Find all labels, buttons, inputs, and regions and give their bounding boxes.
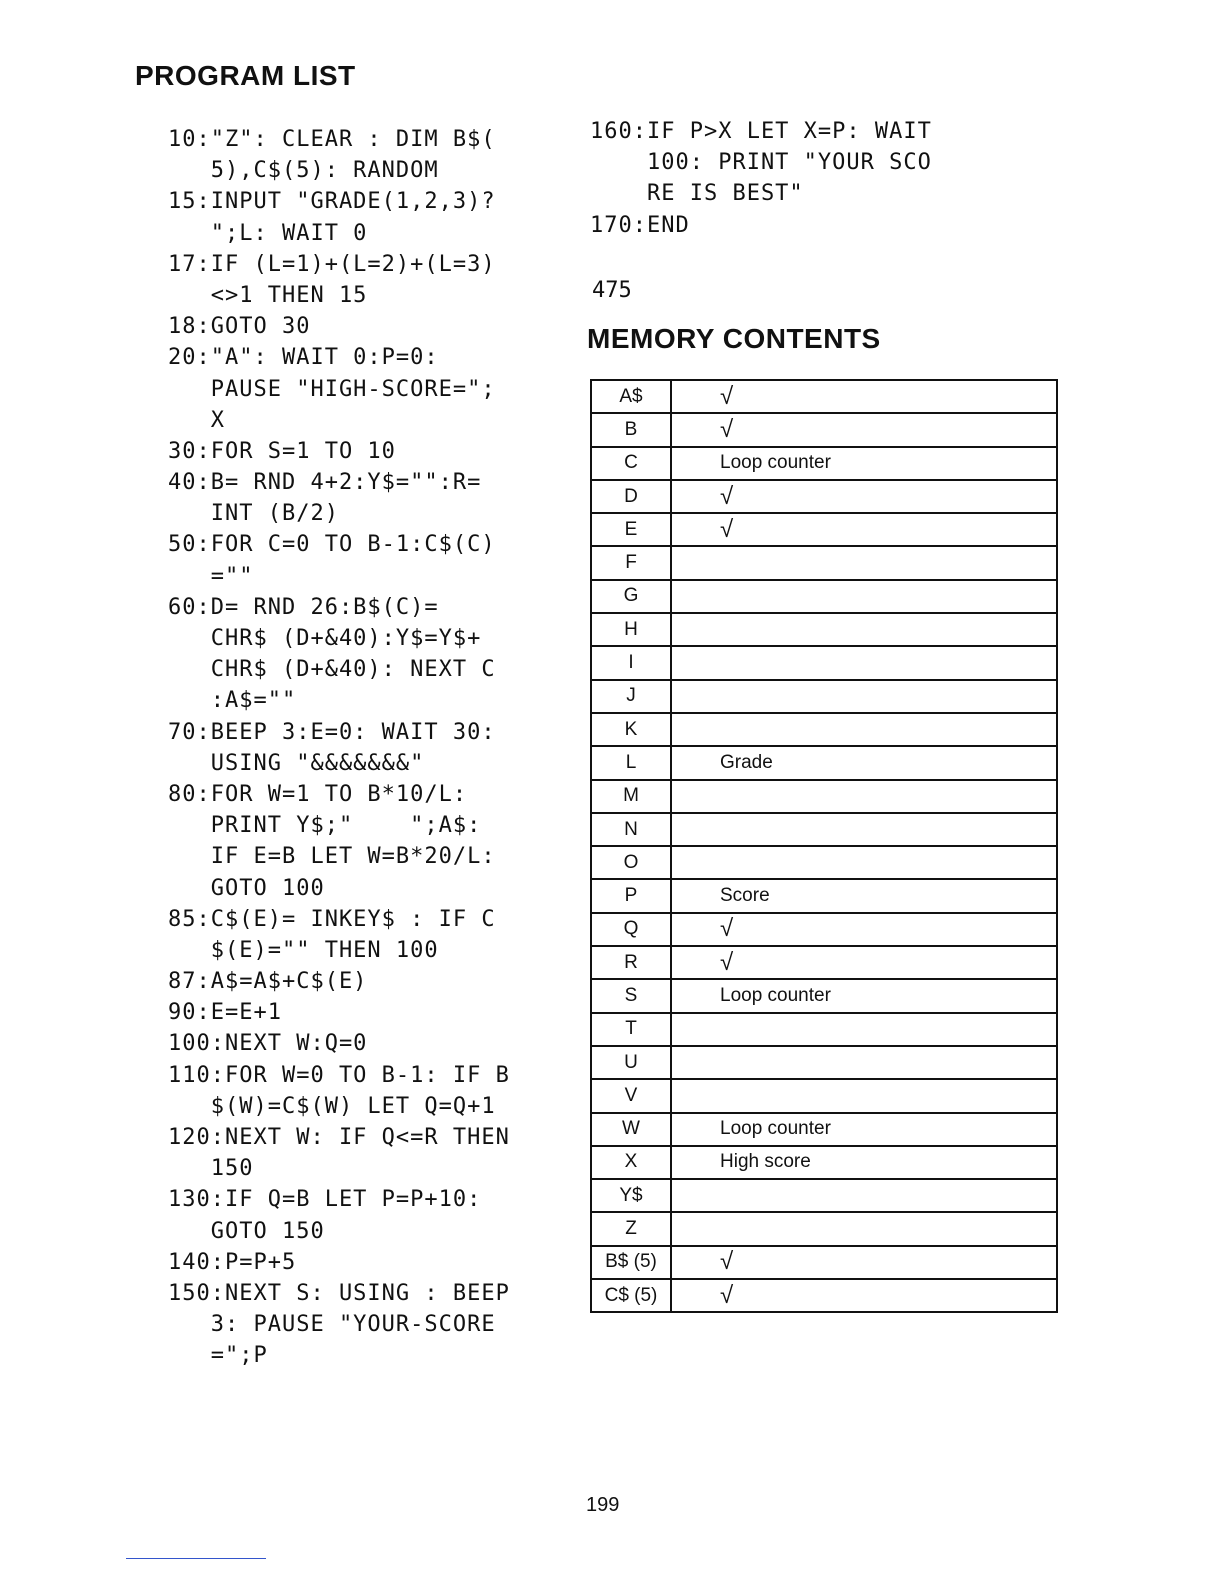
variable-name: K: [591, 713, 671, 746]
code-line: INT (B/2): [168, 501, 339, 527]
check-mark: √: [671, 946, 1057, 979]
code-line: 150:NEXT S: USING : BEEP: [168, 1280, 510, 1306]
code-line: 50:FOR C=0 TO B-1:C$(C): [168, 532, 496, 558]
code-line: 30:FOR S=1 TO 10: [168, 438, 396, 464]
variable-name: H: [591, 613, 671, 646]
code-line: PAUSE "HIGH-SCORE=";: [168, 376, 496, 402]
memory-row: [591, 447, 1057, 480]
memory-row: [591, 580, 1057, 613]
variable-name: L: [591, 746, 671, 779]
variable-name: W: [591, 1113, 671, 1146]
memory-contents-heading: MEMORY CONTENTS: [587, 323, 881, 354]
memory-contents-table: [590, 379, 1058, 1313]
code-line: USING "&&&&&&&": [168, 750, 425, 776]
variable-name: X: [591, 1146, 671, 1179]
variable-name: V: [591, 1079, 671, 1112]
check-mark: √: [671, 513, 1057, 546]
code-line: 100: PRINT "YOUR SCO: [590, 150, 932, 176]
memory-row: [591, 913, 1057, 946]
code-line: $(E)="" THEN 100: [168, 937, 439, 963]
variable-name: T: [591, 1013, 671, 1046]
variable-name: U: [591, 1046, 671, 1079]
program-listing-right: [590, 116, 932, 241]
memory-row: [591, 713, 1057, 746]
code-line: :A$="": [168, 688, 297, 714]
code-line: CHR$ (D+&40): NEXT C: [168, 657, 496, 683]
memory-row: [591, 780, 1057, 813]
variable-usage: Score: [671, 879, 1057, 912]
memory-row: [591, 646, 1057, 679]
variable-name: S: [591, 979, 671, 1012]
code-line: 110:FOR W=0 TO B-1: IF B: [168, 1062, 510, 1088]
variable-name: I: [591, 646, 671, 679]
variable-usage: [671, 546, 1057, 579]
memory-row: [591, 613, 1057, 646]
code-line: $(W)=C$(W) LET Q=Q+1: [168, 1093, 496, 1119]
program-list-heading: PROGRAM LIST: [135, 60, 356, 91]
memory-row: [591, 413, 1057, 446]
code-line: ="": [168, 563, 254, 589]
memory-row: [591, 1279, 1057, 1312]
code-line: 20:"A": WAIT 0:P=0:: [168, 345, 439, 371]
code-line: 10:"Z": CLEAR : DIM B$(: [168, 127, 496, 152]
code-line: 160:IF P>X LET X=P: WAIT: [590, 119, 932, 144]
check-mark: √: [671, 913, 1057, 946]
memory-row: [591, 946, 1057, 979]
code-line: 140:P=P+5: [168, 1249, 297, 1275]
code-line: 120:NEXT W: IF Q<=R THEN: [168, 1125, 510, 1150]
variable-name: D: [591, 480, 671, 513]
check-mark: √: [671, 480, 1057, 513]
code-line: GOTO 150: [168, 1218, 325, 1244]
variable-usage: High score: [671, 1146, 1057, 1179]
memory-row: [591, 1179, 1057, 1212]
variable-name: E: [591, 513, 671, 546]
page-number: 199: [586, 1494, 620, 1516]
variable-usage: [671, 1179, 1057, 1212]
memory-row: [591, 746, 1057, 779]
variable-name: M: [591, 780, 671, 813]
variable-name: F: [591, 546, 671, 579]
byte-count: 475: [592, 278, 632, 303]
memory-row: [591, 846, 1057, 879]
variable-usage: [671, 1079, 1057, 1112]
variable-name: Q: [591, 913, 671, 946]
variable-usage: [671, 613, 1057, 646]
code-line: 150: [168, 1156, 254, 1182]
memory-row: [591, 680, 1057, 713]
memory-row: [591, 513, 1057, 546]
variable-name: R: [591, 946, 671, 979]
code-line: X: [168, 407, 225, 433]
variable-usage: Grade: [671, 746, 1057, 779]
variable-usage: [671, 1013, 1057, 1046]
code-line: 90:E=E+1: [168, 1000, 282, 1026]
memory-row: [591, 1013, 1057, 1046]
footer-rule: [126, 1558, 266, 1559]
variable-usage: [671, 1212, 1057, 1245]
variable-name: B$ (5): [591, 1246, 671, 1279]
variable-usage: [671, 780, 1057, 813]
check-mark: √: [671, 1246, 1057, 1279]
memory-row: [591, 979, 1057, 1012]
variable-usage: [671, 580, 1057, 613]
variable-name: O: [591, 846, 671, 879]
code-line: 15:INPUT "GRADE(1,2,3)?: [168, 189, 496, 215]
memory-row: [591, 480, 1057, 513]
code-line: 3: PAUSE "YOUR-SCORE: [168, 1312, 496, 1338]
variable-name: Y$: [591, 1179, 671, 1212]
code-line: =";P: [168, 1343, 268, 1369]
check-mark: √: [671, 413, 1057, 446]
variable-name: G: [591, 580, 671, 613]
code-line: <>1 THEN 15: [168, 282, 368, 308]
code-line: 170:END: [590, 212, 690, 238]
variable-name: J: [591, 680, 671, 713]
code-line: CHR$ (D+&40):Y$=Y$+: [168, 626, 482, 651]
program-listing-left: [168, 124, 510, 1372]
memory-row: [591, 813, 1057, 846]
variable-usage: [671, 713, 1057, 746]
variable-usage: Loop counter: [671, 447, 1057, 480]
variable-name: A$: [591, 380, 671, 413]
code-line: GOTO 100: [168, 875, 325, 901]
variable-name: Z: [591, 1212, 671, 1245]
check-mark: √: [671, 380, 1057, 413]
check-mark: √: [671, 1279, 1057, 1312]
code-line: 18:GOTO 30: [168, 314, 311, 340]
code-line: 60:D= RND 26:B$(C)=: [168, 594, 439, 620]
variable-usage: [671, 846, 1057, 879]
variable-usage: Loop counter: [671, 979, 1057, 1012]
memory-row: [591, 546, 1057, 579]
variable-usage: Loop counter: [671, 1113, 1057, 1146]
variable-usage: [671, 680, 1057, 713]
variable-name: B: [591, 413, 671, 446]
variable-name: N: [591, 813, 671, 846]
memory-row: [591, 1046, 1057, 1079]
code-line: IF E=B LET W=B*20/L:: [168, 844, 496, 870]
code-line: PRINT Y$;" ";A$:: [168, 813, 482, 839]
memory-row: [591, 1146, 1057, 1179]
memory-row: [591, 1079, 1057, 1112]
memory-row: [591, 380, 1057, 413]
memory-row: [591, 1246, 1057, 1279]
code-line: 17:IF (L=1)+(L=2)+(L=3): [168, 251, 496, 277]
code-line: ";L: WAIT 0: [168, 220, 368, 246]
code-line: 87:A$=A$+C$(E): [168, 969, 368, 995]
code-line: 5),C$(5): RANDOM: [168, 158, 439, 184]
code-line: 80:FOR W=1 TO B*10/L:: [168, 781, 468, 807]
variable-name: C$ (5): [591, 1279, 671, 1312]
memory-row: [591, 879, 1057, 912]
code-line: 130:IF Q=B LET P=P+10:: [168, 1187, 482, 1213]
variable-usage: [671, 1046, 1057, 1079]
memory-row: [591, 1212, 1057, 1245]
variable-name: P: [591, 879, 671, 912]
code-line: 85:C$(E)= INKEY$ : IF C: [168, 906, 496, 932]
memory-row: [591, 1113, 1057, 1146]
code-line: 70:BEEP 3:E=0: WAIT 30:: [168, 719, 496, 745]
variable-usage: [671, 646, 1057, 679]
code-line: 100:NEXT W:Q=0: [168, 1031, 368, 1057]
variable-usage: [671, 813, 1057, 846]
variable-name: C: [591, 447, 671, 480]
code-line: 40:B= RND 4+2:Y$="":R=: [168, 470, 482, 496]
code-line: RE IS BEST": [590, 181, 804, 207]
